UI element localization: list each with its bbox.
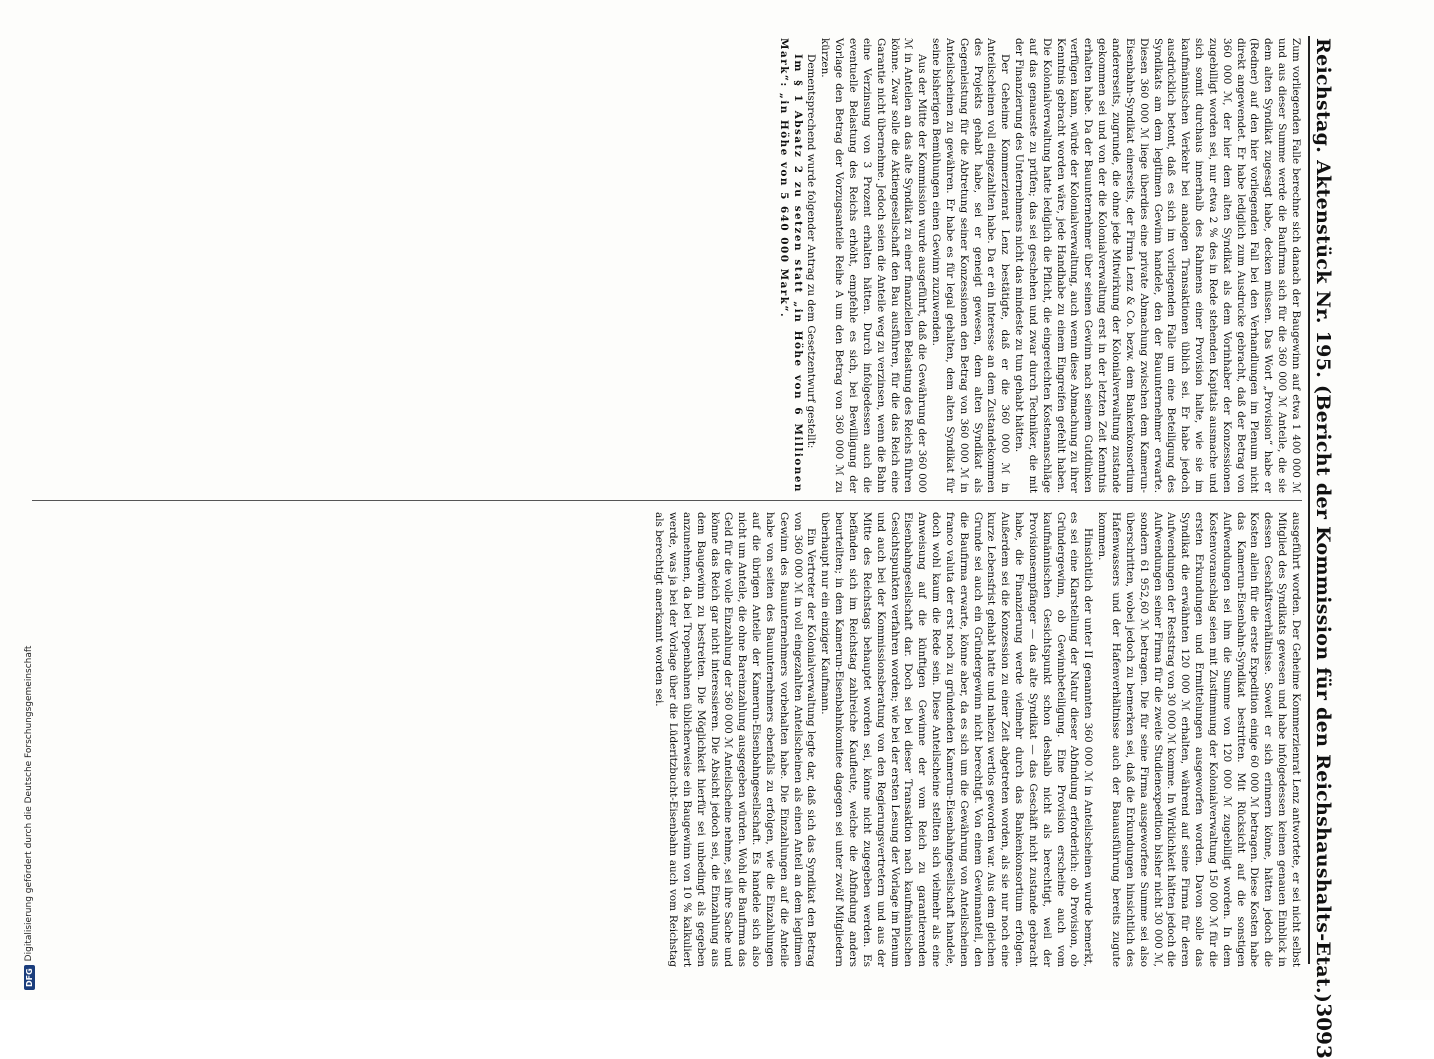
side-credit-text: Digitalisierung gefördert durch die Deutsche Forschungsgemeinschaft [24,645,34,962]
page-header [1312,38,1348,1059]
left-paragraph-5-motion: Im § 1 Absatz 2 zu setzen statt „in Höhe von 6 Millionen Mark“: „in Höhe von 5 640 000 Mark“. [777,38,804,493]
header-rule [1308,36,1310,964]
left-paragraph-4: Dementsprechend wurde folgender Antrag zu dem Gesetzentwurf gestellt: [805,54,818,449]
side-credit [20,0,38,990]
right-paragraph-2: Hinsichtlich der unter II genannten 360 000 ℳ in Anteilscheinen wurde bemerkt, es sei eine Klarstellung der Natur dieser Abfindung erforderlich: ob Provision, ob Gründergewinn, ob Gewinnbeteiligung. Eine Provision erscheine auch vom kaufmännischen Gesichtspunkt schon deshalb nicht als berechtigt, weil der Provisionsempfänger — das alte Syndikat — das Geschäft nicht zustande gebracht habe, die Finanzierung werde vielmehr durch das Bankenkonsortium erfolgen. Außerdem sei die Konzession zu einer Zeit abgetreten worden, als sie nur noch eine kurze Lebensfrist gehabt hatte und nahezu wertlos geworden war. Aus dem gleichen Grunde sei auch ein Gründergewinn nicht berechtigt. Von einem Gewinnanteil, den die Baufirma erwarte, könne aber, da es sich um die Gewährung von Anteilscheinen franco valuta der erst noch zu gründenden Kamerun-Eisenbahngesellschaft handele, doch wohl kaum die Rede sein. Diese Anteilscheine stellten sich vielmehr als eine Anweisung auf die künftigen Gewinne der vom Reich zu garantierenden Eisenbahngesellschaft dar. Doch sei bei dieser Transaktion nach kaufmännischen Gesichtspunkten verfahren worden; wie bei der ersten Lesung der Vorlage im Plenum und auch bei der Kommissionsberatung von den Regierungsvertretern und aus der Mitte des Reichstags behauptet worden sei, könne nicht zugegeben werden. Es befänden sich im Reichstag zahlreiche Kaufleute, welche die Abfindung anders beurteilten; in dem Kamerun-Eisenbahnkomitee dagegen sei unter zwölf Mitgliedern überhaupt nur ein einziger Kaufmann. [819,512,1095,967]
side-credit-strip [2,0,34,1000]
right-paragraph-3: Ein Vertreter der Kolonialverwaltung legte dar, daß sich das Syndikat den Betrag von 360 000 ℳ in voll eingezahlten Anteilscheinen als einen Anteil an dem legitimen Gewinn des Bauunternehmers vorbehalten habe. Die Einzahlungen auf die Anteile habe von seiten des Bauunternehmers ebenfalls zu erfolgen, wie die Einzahlungen auf die übrigen Anteile der Kamerun-Eisenbahngesellschaft. Es handele sich also nicht um Anteile, die ohne Bareinzahlung ausgegeben würden. Wohl die Baufirma das Geld für die volle Einzahlung der 360 000 ℳ Anteilscheine nehme, sei ihre Sache und könne das Reich gar nicht interessieren. Die Absicht jedoch sei, die Einzahlung aus dem Baugewinn zu bestreiten. Die Möglichkeit hierfür sei unbedingt als gegeben anzunehmen, da bei Tropenbahnen üblicherweise ein Baugewinn von 10 % kalkuliert werde, was ja bei der Vorlage über die Lüderitzbucht-Eisenbahn auch vom Reichstag als berechtigt anerkannt worden sei. [653,512,818,967]
page-title: Reichstag. Aktenstück Nr. 195. (Bericht der Kommission für den Reichshaushalts-Etat.) [1312,38,1334,1004]
column-divider [32,500,1302,501]
left-column [132,38,1302,493]
right-column [52,512,1302,967]
left-paragraph-1: Zum vorliegenden Falle berechne sich danach der Baugewinn auf etwa 1 400 000 ℳ und aus dieser Summe werde die Baufirma sich für die 360 000 ℳ Anteile, die sie dem alten Syndikat zugesagt habe, decken müssen. Das Wort „Provision“ habe er (Redner) auf den hier vorliegenden Fall bei den Verhandlungen im Plenum nicht direkt angewendet. Er habe lediglich zum Ausdrucke gebracht, daß der Betrag von 360 000 ℳ, der hier dem alten Syndikat als dem Vorinhaber der Konzessionen zugebilligt worden sei, nur etwa 2 % des in Rede stehenden Kapitals ausmache und sich somit durchaus innerhalb des Rahmens einer Provision halte, wie sie im kaufmännischen Verkehr bei analogen Transaktionen üblich sei. Er habe jedoch ausdrücklich betont, daß es sich im vorliegenden Falle um eine Beteiligung des Syndikats am dem legitimen Gewinn handele, den der Bauunternehmer erwarte. Diesen 360 000 ℳ liege überdies eine private Abmachung zwischen dem Kamerun-Eisenbahn-Syndikat einerseits, der Firma Lenz & Co. bezw. dem Bankenkonsortium andererseits, zugrunde, die ohne jede Mitwirkung der Kolonialverwaltung zustande gekommen sei und von der die Kolonialverwaltung erst in der letzten Zeit Kenntnis erhalten habe. Da der Bauunternehmer über seinen Gewinn nach seinem Gutdünken verfügen kann, würde der Kolonialverwaltung, auch wenn diese Abmachung zu ihrer Kenntnis gebracht worden wäre, jede Handhabe zu einem Eingreifen gefehlt haben. Die Kolonialverwaltung hatte lediglich die Pflicht, die eingereichten Kostenanschläge auf das genaueste zu prüfen; das sei geschehen und zwar durch Techniker, die mit der Finanzierung des Unternehmens nicht das mindeste zu tun gehabt hätten. [1013,38,1302,493]
right-paragraph-1: ausgeführt worden. Der Geheime Kommerzienrat Lenz antwortete, er sei nicht selbst Mitglied des Syndikats gewesen und habe infolgedessen keinen genauen Einblick in dessen Geschäftsverhältnisse. Soweit er sich erinnern könne, hätten jedoch die Kosten allein für die erste Expedition einige 60 000 ℳ betragen. Diese Kosten habe das Kamerun-Eisenbahn-Syndikat bestritten. Mit Rücksicht auf die sonstigen Aufwendungen sei ihm die Summe von 120 000 ℳ zugebilligt worden. In dem Kostenvoranschlag seien mit Zustimmung der Kolonialverwaltung 150 000 ℳ für die ersten Erkundungen und Ermittelungen ausgeworfen worden. Davon solle das Syndikat die erwähnten 120 000 ℳ erhalten, während auf seine Firma für deren Aufwendungen der Reststrag von 30 000 ℳ komme. In Wirklichkeit hätten jedoch die Aufwendungen seiner Firma für die zweite Studienexpedition bisher nicht 30 000 ℳ, sondern 61 952,60 ℳ betragen. Die für seine Firma ausgeworfene Summe sei also überschritten, wobei jedoch zu bemerken sei, daß die Erkundungen hinsichtlich des Hafenwassers und der Hafenverhältnisse auch der Bauausführung bereits zugute kommen. [1096,512,1302,967]
dfg-logo-icon: DFG [24,965,35,990]
page-number: 3093 [1312,1003,1336,1059]
left-paragraph-3: Aus der Mitte der Kommission wurde ausgeführt, daß die Gewährung der 360 000 ℳ in Anteilen an das alte Syndikat zu einer finanziellen Belastung des Reichs führen könne. Zwar solle die Aktiengesellschaft den Bau ausführen, für die das Reich eine Garantie nicht übernehme. Jedoch seien die Anteile weg zu verzinsen, wenn die Bahn eine Verzinsung von 3 Prozent erhalten hätten. Durch infolgedessen auch die eventuelle Belastung des Reichs erhöht, empfehle es sich, bei Bewilligung der Vorlage den Betrag der Vorzugsanteile Reihe A um den Betrag von 360 000 ℳ zu kürzen. [819,38,929,493]
left-paragraph-2: Der Geheime Kommerzienrat Lenz bestätigte, daß er die 360 000 ℳ in Anteilscheinen voll eingezahlten habe. Da er ein Interesse an dem Zustandekommen des Projekts gehabt habe, sei er geneigt gewesen, dem alten Syndikat als Gegenleistung für die Abtretung seiner Konzessionen den Betrag von 360 000 ℳ in Anteilscheinen zu gewähren. Er habe es für legal gehalten, dem alten Syndikat für seine bisherigen Bemühungen einen Gewinn zuzuwenden. [930,38,1012,493]
